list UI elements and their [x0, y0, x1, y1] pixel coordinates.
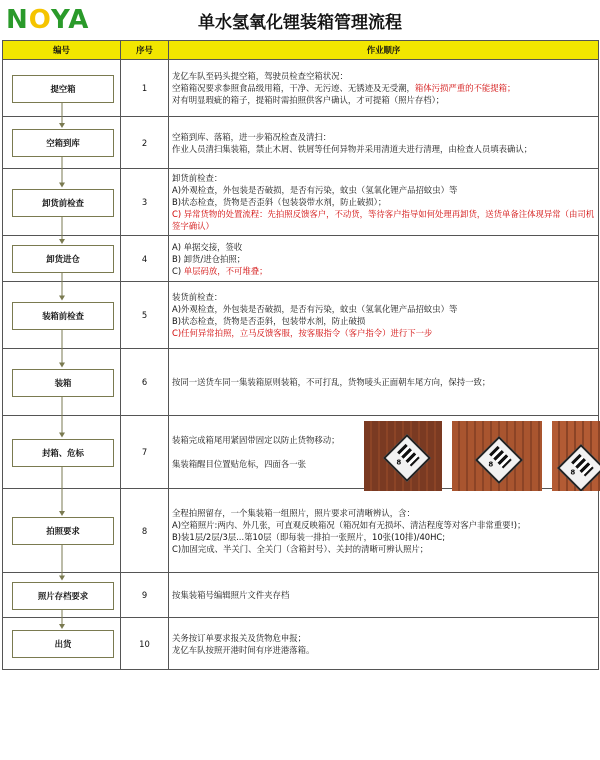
table-row	[3, 169, 599, 236]
step-box: 卸货进仓	[12, 245, 114, 273]
table-row	[3, 416, 599, 489]
table-row	[3, 117, 599, 169]
step-cell	[3, 282, 121, 349]
ops-text: 对有明显瑕疵的箱子，提箱时需拍照供客户确认，才可提箱（照片存档）；	[172, 95, 445, 105]
hazard-placard-icon	[557, 444, 600, 491]
table-row	[3, 282, 599, 349]
placard-class-number: 8	[396, 458, 402, 467]
ops-text: C)加固完成、半关门、全关门（含箱封号）、关封的清晰可辨认照片；	[172, 543, 429, 554]
placard-class-number: 8	[488, 460, 494, 469]
seq-cell: 1	[121, 60, 169, 117]
ops-text: 装货前检查：	[172, 292, 223, 302]
step-box: 卸货前检查	[12, 189, 114, 217]
table-header-row	[3, 41, 599, 60]
table-row	[3, 489, 599, 573]
ops-text-warning: C)任何异常拍照，立马反馈客服，按客服指令（客户指令）进行下一步	[172, 328, 433, 338]
ops-text: 按同一送货车同一集装箱原则装箱，不可打乱，货物唛头正面朝车尾方向，保持一致；	[172, 377, 491, 387]
seq-cell: 4	[121, 236, 169, 282]
step-cell	[3, 169, 121, 236]
ops-cell	[169, 60, 599, 117]
ops-text: B) 卸货/进仓拍照；	[172, 253, 246, 264]
ops-text: 集装箱醒目位置贴危标，四面各一张	[172, 459, 306, 469]
ops-line	[172, 589, 595, 601]
step-cell	[3, 618, 121, 670]
ops-line	[172, 94, 595, 106]
step-cell	[3, 573, 121, 618]
ops-text: 作业人员清扫集装箱，禁止木屑、铁屑等任何异物并采用清道夫进行清理，由检查人员填表确认；	[172, 143, 533, 154]
seq-cell: 9	[121, 573, 169, 618]
step-box: 装箱前检查	[12, 302, 114, 330]
seq-cell: 5	[121, 282, 169, 349]
ops-line	[172, 434, 362, 446]
ops-line	[172, 507, 595, 519]
container-photo	[552, 421, 600, 491]
ops-line	[172, 291, 595, 303]
seq-cell: 3	[121, 169, 169, 236]
ops-text: A)外观检查，外包装是否破损，是否有污染，蚊虫（氢氧化锂产品招蚊虫）等	[172, 304, 458, 314]
ops-text: 装箱完成箱尾用紧固带固定以防止货物移动；	[172, 435, 340, 445]
ops-line	[172, 172, 595, 184]
ops-text: A)外观检查，外包装是否破损，是否有污染，蚊虫（氢氧化锂产品招蚊虫）等	[172, 185, 458, 195]
ops-line	[172, 131, 595, 143]
ops-cell	[169, 169, 599, 236]
ops-text: B)状态检查，货物是否歪斜，包装带水剂，防止破损	[172, 316, 366, 326]
ops-text: 空箱到库、落箱，进一步箱况检查及清扫：	[172, 131, 332, 142]
process-table	[2, 40, 599, 670]
ops-line	[172, 265, 595, 277]
ops-cell	[169, 489, 599, 573]
ops-text: 按集装箱号编辑照片文件夹存档	[172, 590, 290, 600]
step-box: 提空箱	[12, 75, 114, 103]
seq-cell: 2	[121, 117, 169, 169]
ops-line	[172, 184, 595, 196]
step-cell	[3, 416, 121, 489]
hazard-placard-icon	[475, 436, 523, 484]
ops-cell	[169, 573, 599, 618]
step-box: 拍照要求	[12, 517, 114, 545]
ops-text: 卸货前检查：	[172, 173, 223, 183]
seq-cell: 8	[121, 489, 169, 573]
ops-cell	[169, 416, 599, 489]
ops-text: C)	[172, 265, 184, 276]
ops-line	[172, 543, 595, 555]
step-box: 照片存档要求	[12, 582, 114, 610]
ops-line	[172, 315, 595, 327]
step-box: 装箱	[12, 369, 114, 397]
ops-text-warning: 单层码放，不可堆叠；	[183, 265, 268, 276]
table-row	[3, 236, 599, 282]
step-cell	[3, 117, 121, 169]
ops-text-warning: C) 异常货物的处置流程：先拍照反馈客户，不动货，等待客户指导如何处理再卸货，送货单备注体现异常（由司机签字确认）	[172, 209, 595, 231]
ops-line	[172, 143, 595, 155]
ops-cell	[169, 236, 599, 282]
table-row	[3, 60, 599, 117]
ops-line	[172, 446, 362, 458]
ops-line	[172, 196, 595, 208]
step-cell	[3, 489, 121, 573]
ops-text-warning: 箱体污损严重的不能提箱；	[414, 83, 516, 93]
container-photo	[364, 421, 442, 491]
ops-line	[172, 376, 595, 388]
ops-text: 龙亿车队至码头提空箱，驾驶员检查空箱状况：	[172, 71, 348, 81]
ops-line	[172, 82, 595, 94]
header-seq: 序号	[121, 41, 169, 60]
ops-text: A) 单据交接，签收	[172, 241, 243, 252]
step-box: 空箱到库	[12, 129, 114, 157]
table-row	[3, 573, 599, 618]
ops-cell	[169, 618, 599, 670]
step-cell	[3, 236, 121, 282]
seq-cell: 10	[121, 618, 169, 670]
header-code: 编号	[3, 41, 121, 60]
ops-line	[172, 208, 595, 232]
page-title: 单水氢氧化锂装箱管理流程	[198, 13, 402, 33]
ops-line	[172, 458, 362, 470]
seq-cell: 7	[121, 416, 169, 489]
ops-line	[172, 632, 595, 644]
ops-text: A)空箱照片:两内、外几张，可直观反映箱况（箱况如有无损坏、清洁程度等对客户非常重要!)；	[172, 519, 526, 530]
ops-text: 龙亿车队按照开港时间有序进港落箱。	[172, 644, 315, 655]
page-header	[0, 0, 600, 40]
ops-text: 全程拍照留存，一个集装箱一组照片，照片要求可清晰辨认，含：	[172, 507, 415, 518]
hazard-placard-icon	[383, 434, 431, 482]
header-ops: 作业顺序	[169, 41, 599, 60]
ops-cell	[169, 117, 599, 169]
ops-line	[172, 327, 595, 339]
container-photo	[452, 421, 542, 491]
noya-logo: NOYA	[6, 5, 90, 35]
ops-line	[172, 644, 595, 656]
ops-line	[172, 241, 595, 253]
step-box: 封箱、危标	[12, 439, 114, 467]
step-cell	[3, 60, 121, 117]
ops-line	[172, 253, 595, 265]
ops-cell	[169, 282, 599, 349]
table-row	[3, 349, 599, 416]
step-box: 出货	[12, 630, 114, 658]
ops-text: B)装1层/2层/3层...第10层（即每装一排拍一张照片，10张(10排)/40HC;	[172, 531, 446, 542]
ops-cell	[169, 349, 599, 416]
step-cell	[3, 349, 121, 416]
placard-class-number: 8	[570, 468, 576, 477]
ops-line	[172, 70, 595, 82]
ops-text: B)状态检查，货物是否歪斜（包装袋带水剂，防止破损）；	[172, 197, 387, 207]
ops-line	[172, 519, 595, 531]
ops-line	[172, 303, 595, 315]
ops-line	[172, 531, 595, 543]
seq-cell: 6	[121, 349, 169, 416]
ops-text: 关务按订单要求报关及货物危申报；	[172, 632, 306, 643]
table-row	[3, 618, 599, 670]
ops-text: 空箱箱况要求参照食品级用箱，干净、无污迹、无锈迹及无受潮，	[172, 83, 415, 93]
